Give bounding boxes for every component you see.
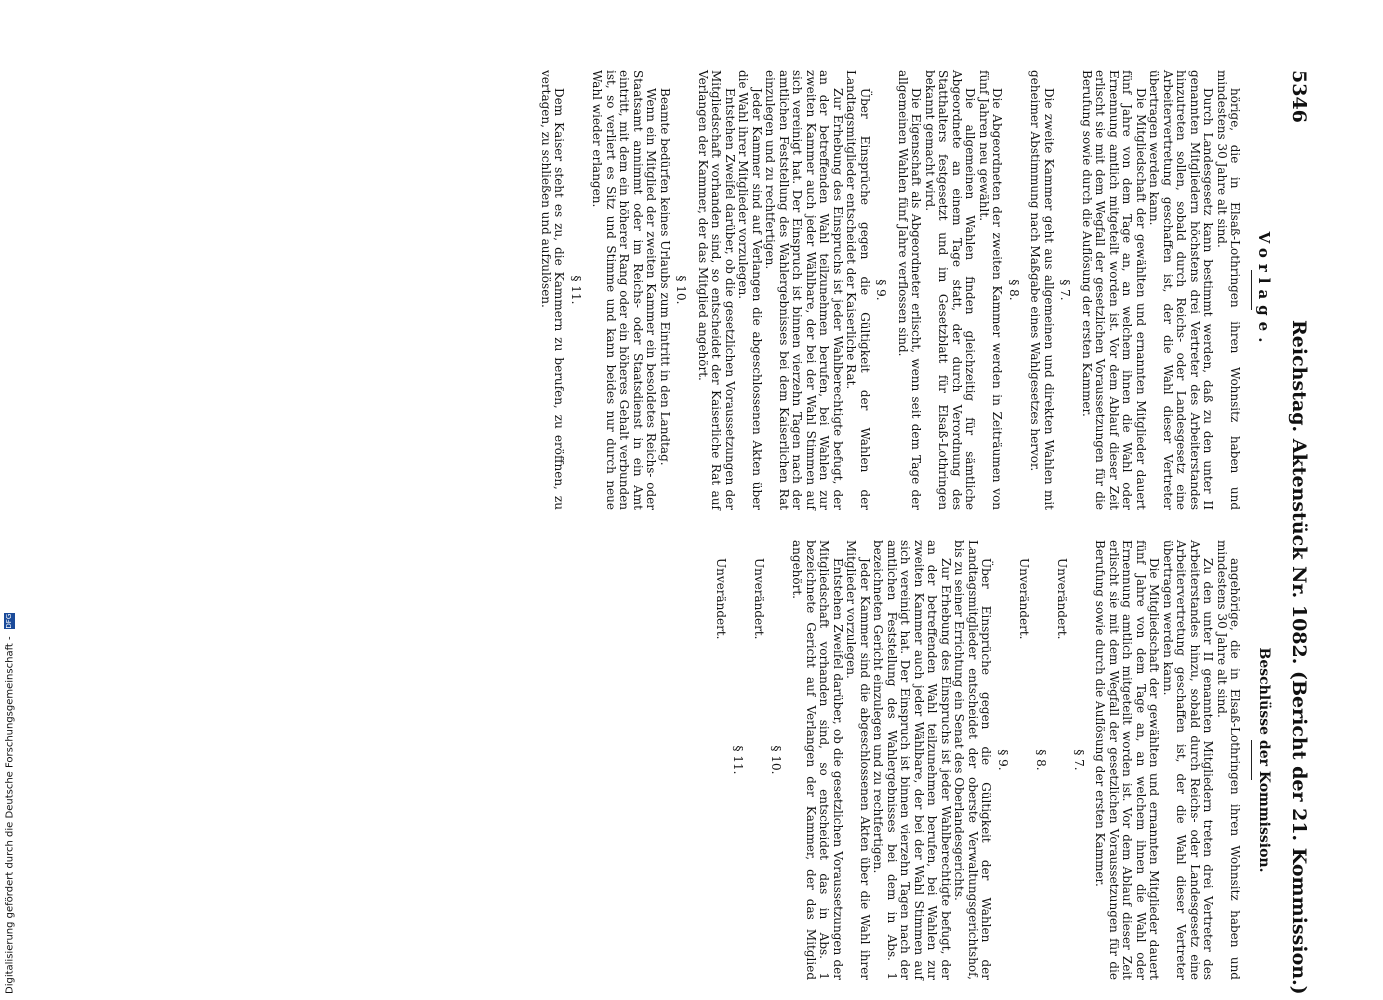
unchanged-note: Unverändert. <box>1055 558 1070 640</box>
section-10 <box>752 540 782 980</box>
section-title: § 10. <box>769 745 783 775</box>
paragraph: Die allgemeinen Wahlen finden gleichzeitig für sämtliche Abgeordnete an einem Tage statt, der durch Verordnung des Statthalters festgesetzt und im Gesetzblatt für Elsaß-Lothringen bekannt gemacht wird. <box>923 70 978 510</box>
section-7 <box>1055 540 1085 980</box>
paragraph: Die Mitgliedschaft der gewählten und ernannten Mitglieder dauert fünf Jahre von dem Tage an, an welchem ihnen die Wahl oder Ernennung amtlich mitgeteilt worden ist. Vor dem Ablauf dieser Zeit erlischt sie mit dem Wegfall der gesetzlichen Voraussetzungen für die Berufung sowie durch die Auflösung der ersten Kammer. <box>1093 540 1162 980</box>
page-title: Reichstag. Aktenstück Nr. 1082. (Bericht der 21. Kommission.) <box>1288 320 1310 995</box>
paragraph: Durch Landesgesetz kann bestimmt werden, daß zu den unter II genannten Mitgliedern höchstens drei Vertreter des Arbeiterstandes hinzutreten sollen, sobald durch Reichs- oder Landesgesetz eine Arbeitervertretung geschaffen ist, der die Wahl dieser Vertreter übertragen werden kann. <box>1147 70 1216 510</box>
section-title: § 8. <box>1007 279 1021 301</box>
paragraph: angehörige, die in Elsaß-Lothringen ihren Wohnsitz haben und mindestens 30 Jahre alt sind. <box>1215 540 1243 980</box>
paragraph: Beamte bedürfen keines Urlaubs zum Eintritt in den Landtag. <box>658 88 672 466</box>
section-11 <box>714 540 744 980</box>
paragraph: Jeder Kammer sind auf Verlangen die abgeschlossenen Akten über die Wahl ihrer Mitglieder vorzulegen. <box>736 70 764 510</box>
dfg-logo: DFG <box>5 613 13 629</box>
paragraph: Dem Kaiser steht es zu, die Kammern zu berufen, zu eröffnen, zu vertagen, zu schließen und aufzulösen. <box>539 70 567 510</box>
section-9 <box>790 540 1009 980</box>
unchanged-note: Unverändert. <box>714 558 729 640</box>
scanned-page <box>70 70 1310 995</box>
paragraph: Die Eigenschaft als Abgeordneter erlischt, wenn seit dem Tage der allgemeinen Wahlen fünf Jahre verflossen sind. <box>896 70 924 510</box>
unchanged-note: Unverändert. <box>752 558 767 640</box>
section-title: § 11. <box>731 745 745 775</box>
paragraph: Entstehen Zweifel darüber, ob die gesetzlichen Voraussetzungen der Mitgliedschaft vorhanden sind, so entscheidet das in Abs. 1 bezeichnete Gericht auf Verlangen der Kammer, der das Mitglied angehört. <box>790 540 845 980</box>
paragraph: Die Abgeordneten der zweiten Kammer werden in Zeiträumen von fünf Jahren neu gewählt. <box>977 70 1005 510</box>
section-11 <box>539 70 583 510</box>
credit-text: Digitalisierung gefördert durch die Deutsche Forschungsgemeinschaft - <box>4 636 16 994</box>
section-title: § 9. <box>874 279 889 301</box>
paragraph: Entstehen Zweifel darüber, ob die gesetzlichen Voraussetzungen der Mitgliedschaft vorhanden sind, so entscheidet der Kaiserliche Rat auf Verlangen der Kammer, der das Mitglied angehört. <box>696 70 737 510</box>
section-title: § 8. <box>1034 749 1048 771</box>
column-vorlage <box>539 70 1271 510</box>
section-9 <box>696 70 888 510</box>
paragraph: hörige, die in Elsaß-Lothringen ihren Wohnsitz haben und mindestens 30 Jahre alt sind. <box>1215 70 1243 510</box>
section-8 <box>1017 540 1047 980</box>
divider <box>1252 270 1253 310</box>
paragraph: Über Einsprüche gegen die Gültigkeit der Wahlen der Landtagsmitglieder entscheidet der Kaiserliche Rat. <box>844 70 872 510</box>
section-8 <box>896 70 1021 510</box>
column-beschluesse <box>714 540 1270 980</box>
page-number: 5346 <box>1288 70 1310 123</box>
paragraph: Über Einsprüche gegen die Gültigkeit der Wahlen der Landtagsmitglieder entscheidet der oberste Verwaltungsgerichtshof, bis zu seiner Errichtung ein Senat des Oberlandesgerichts. <box>952 540 994 980</box>
paragraph: Zur Erhebung des Einspruchs ist jeder Wahlberechtigte befugt, der an der betreffenden Wahl teilzunehmen berufen, bei Wahlen zur zweiten Kammer auch jeder Wählbare, der bei der Wahl Stimmen auf sich vereinigt hat. Der Einspruch ist binnen vierzehn Tagen nach der amtlichen Feststellung des Wahlergebnisses bei dem in Abs. 1 bezeichneten Gericht einzulegen und zu rechtfertigen. <box>871 540 953 980</box>
paragraph: Zu den unter II genannten Mitgliedern treten drei Vertreter des Arbeiterstandes hinzu, sobald durch Reichs- oder Landesgesetz eine Arbeitervertretung geschaffen ist, der die Wahl dieser Vertreter übertragen werden kann. <box>1161 540 1216 980</box>
divider <box>1252 740 1253 780</box>
paragraph: Wenn ein Mitglied der zweiten Kammer ein besoldetes Reichs- oder Staatsamt annimmt oder im Reichs- oder Staatsdienst in ein Amt eintritt, mit dem ein höherer Rang oder ein höheres Gehalt verbunden ist, so verliert es Sitz und Stimme und kann beides nur durch neue Wahl wieder erlangen. <box>590 70 659 510</box>
paragraph: Jeder Kammer sind die abgeschlossenen Akten über die Wahl ihrer Mitglieder vorzulegen. <box>844 540 872 980</box>
section-title: § 10. <box>674 275 689 305</box>
digitization-credit <box>4 613 16 994</box>
unchanged-note: Unverändert. <box>1017 558 1032 640</box>
section-10 <box>590 70 688 510</box>
section-title: § 11. <box>569 275 583 305</box>
page-header <box>1284 70 1310 995</box>
section-title: § 7. <box>1058 279 1073 301</box>
section-title: § 7. <box>1072 749 1086 771</box>
paragraph: Die zweite Kammer geht aus allgemeinen und direkten Wahlen mit geheimer Abstimmung nach Maßgabe eines Wahlgesetzes hervor. <box>1028 70 1056 510</box>
paragraph: Zur Erhebung des Einspruchs ist jeder Wahlberechtigte befugt, der an der betreffenden Wahl teilzunehmen berufen, bei Wahlen zur zweiten Kammer auch jeder Wählbare, der bei der Wahl Stimmen auf sich vereinigt hat. Der Einspruch ist binnen vierzehn Tagen nach der amtlichen Feststellung des Wahlergebnisses bei dem Kaiserlichen Rat einzulegen und zu rechtfertigen. <box>763 70 845 510</box>
section-title: § 9. <box>996 749 1010 771</box>
column-heading: Beschlüsse der Kommission. <box>1256 647 1272 873</box>
paragraph: Die Mitgliedschaft der gewählten und ernannten Mitglieder dauert fünf Jahre von dem Tage an, an welchem ihnen die Wahl oder Ernennung amtlich mitgeteilt worden ist. Vor dem Ablauf dieser Zeit erlischt sie mit dem Wegfall der gesetzlichen Voraussetzungen für die Berufung sowie durch die Auflösung der ersten Kammer. <box>1080 70 1148 510</box>
section-7 <box>1028 70 1072 510</box>
column-heading: Vorlage. <box>1255 231 1273 349</box>
